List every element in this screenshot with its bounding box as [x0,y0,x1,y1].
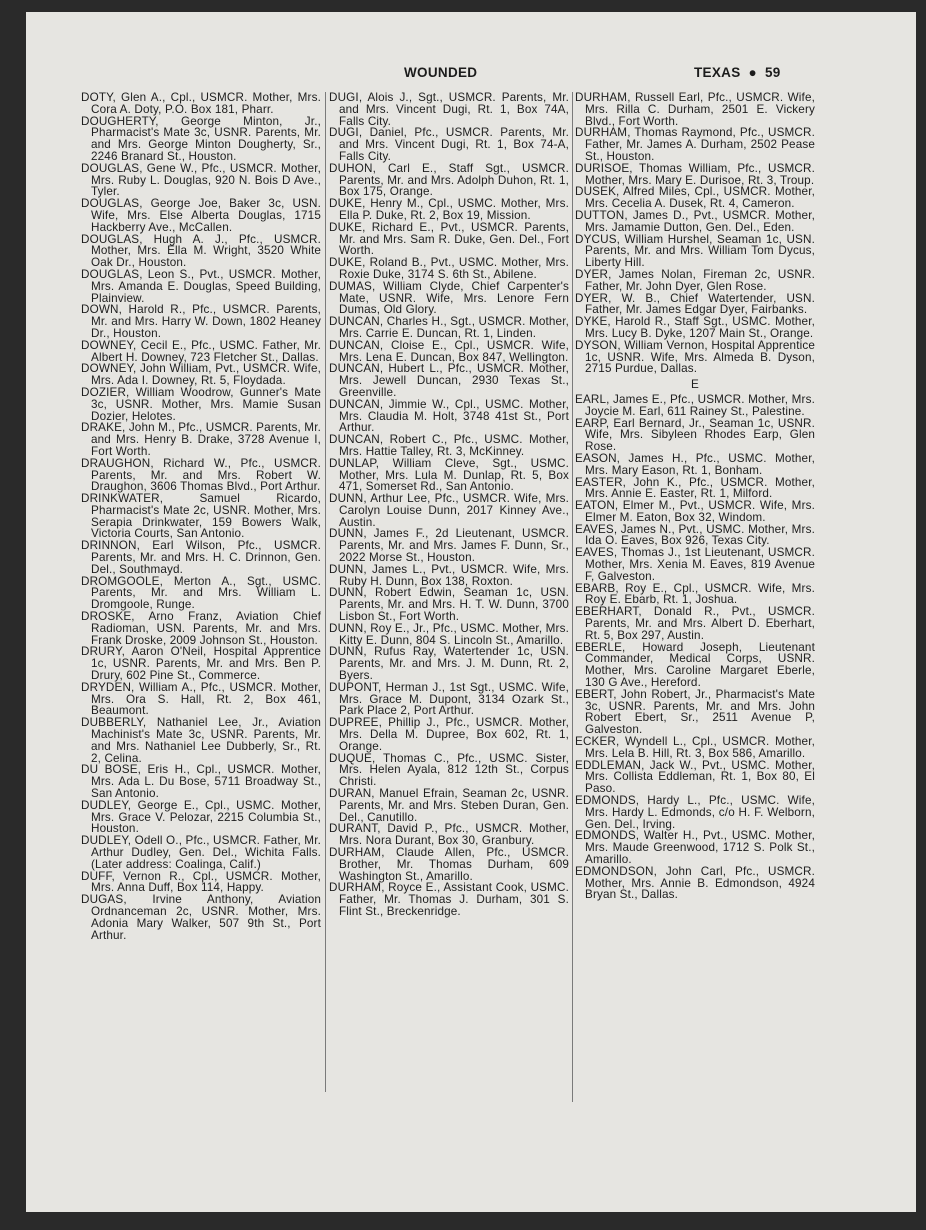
casualty-entry: EDDLEMAN, Jack W., Pvt., USMC. Mother, Mrs. Collista Eddleman, Rt. 1, Box 80, El Paso. [575,758,815,796]
casualty-entry: DYSON, William Vernon, Hospital Apprentice 1c, USNR. Wife, Mrs. Almeda B. Dyson, 2715 Purdue, Dallas. [575,338,815,376]
casualty-entry: DYER, James Nolan, Fireman 2c, USNR. Father, Mr. John Dyer, Glen Rose. [575,267,815,293]
casualty-entry: DROMGOOLE, Merton A., Sgt., USMC. Parents, Mr. and Mrs. William L. Dromgoole, Runge. [81,574,321,612]
casualty-entry: DRINNON, Earl Wilson, Pfc., USMCR. Parents, Mr. and Mrs. H. C. Drinnon, Gen. Del., Southmayd. [81,539,321,576]
casualty-entry: DROSKE, Arno Franz, Aviation Chief Radioman, USN. Parents, Mr. and Mrs. Frank Droske, 2009 Johnson St., Houston. [81,610,321,647]
casualty-entry: DUNN, Robert Edwin, Seaman 1c, USN. Parents, Mr. and Mrs. H. T. W. Dunn, 3700 Lisbon St., Fort Worth. [329,586,569,624]
casualty-entry: DUNCAN, Robert C., Pfc., USMC. Mother, Mrs. Hattie Talley, Rt. 3, McKinney. [329,433,569,458]
casualty-entry: EASTER, John K., Pfc., USMCR. Mother, Mrs. Annie E. Easter, Rt. 1, Milford. [575,475,815,501]
entries-columns [81,92,857,1152]
casualty-entry: DUNN, James F., 2d Lieutenant, USMCR. Parents, Mr. and Mrs. James F. Dunn, Sr., 2022 Morse St., Houston. [329,527,569,565]
running-head [694,65,781,80]
casualty-entry: DURHAM, Claude Allen, Pfc., USMCR. Brother, Mr. Thomas Durham, 609 Washington St., Amarillo. [329,846,569,883]
casualty-entry: DUHON, Carl E., Staff Sgt., USMCR. Parents, Mr. and Mrs. Adolph Duhon, Rt. 1, Box 175, Orange. [329,161,569,199]
casualty-entry: EDMONDSON, John Carl, Pfc., USMCR. Mother, Mrs. Annie B. Edmondson, 4924 Bryan St., Dallas. [575,864,815,902]
casualty-entry: DUMAS, William Clyde, Chief Carpenter's Mate, USNR. Wife, Mrs. Lenore Fern Dumas, Old Glory. [329,279,569,317]
casualty-entry: DUKE, Roland B., Pvt., USMC. Mother, Mrs. Roxie Duke, 3174 S. 6th St., Abilene. [329,256,569,281]
casualty-entry: EBARB, Roy E., Cpl., USMCR. Wife, Mrs. Roy E. Ebarb, Rt. 1, Joshua. [575,581,815,607]
casualty-entry: DURISOE, Thomas William, Pfc., USMCR. Mother, Mrs. Mary E. Durisoe, Rt. 3, Troup. [575,161,815,187]
casualty-entry: EAVES, James N., Pvt., USMC. Mother, Mrs. Ida O. Eaves, Box 926, Texas City. [575,522,815,548]
casualty-entry: EARP, Earl Bernard, Jr., Seaman 1c, USNR. Wife, Mrs. Sibyleen Rhodes Earp, Glen Rose. [575,416,815,454]
casualty-entry: DUGI, Daniel, Pfc., USMCR. Parents, Mr. and Mrs. Vincent Dugi, Rt. 1, Box 74-A, Falls City. [329,126,569,163]
casualty-entry: DUNCAN, Jimmie W., Cpl., USMC. Mother, Mrs. Claudia M. Holt, 3748 41st St., Port Arthur. [329,397,569,435]
column-1 [81,92,321,1152]
casualty-entry: DRAUGHON, Richard W., Pfc., USMCR. Parents, Mr. and Mrs. Robert W. Draughon, 3606 Thomas Blvd., Port Arthur. [81,456,321,494]
casualty-entry: DUQUE, Thomas C., Pfc., USMC. Sister, Mrs. Helen Ayala, 812 12th St., Corpus Christi. [329,751,569,789]
casualty-entry: DUTTON, James D., Pvt., USMCR. Mother, Mrs. Jamamie Dutton, Gen. Del., Eden. [575,208,815,234]
casualty-entry: EDMONDS, Hardy L., Pfc., USMC. Wife, Mrs. Hardy L. Edmonds, c/o H. F. Welborn, Gen. Del., Irving. [575,794,815,831]
casualty-entry: ECKER, Wyndell L., Cpl., USMCR. Mother, Mrs. Lela B. Hill, Rt. 3, Box 586, Amarillo. [575,735,815,760]
casualty-entry: DUSEK, Alfred Miles, Cpl., USMCR. Mother, Mrs. Cecelia A. Dusek, Rt. 4, Cameron. [575,185,815,211]
column-3 [575,92,815,1152]
casualty-entry: DOWNEY, Cecil E., Pfc., USMC. Father, Mr. Albert H. Downey, 723 Fletcher St., Dallas. [81,338,321,364]
casualty-entry: EBERT, John Robert, Jr., Pharmacist's Mate 3c, USNR. Parents, Mr. and Mrs. John Robert Ebert, Sr., 2511 Avenue P, Galveston. [575,687,815,737]
casualty-entry: DYKE, Harold R., Staff Sgt., USMC. Mother, Mrs. Lucy B. Dyke, 1207 Main St., Orange. [575,315,815,340]
casualty-entry: DUKE, Henry M., Cpl., USMC. Mother, Mrs. Ella P. Duke, Rt. 2, Box 19, Mission. [329,197,569,222]
casualty-entry: DUPONT, Herman J., 1st Sgt., USMC. Wife, Mrs. Grace M. Dupont, 3134 Ozark St., Park Place 2, Port Arthur. [329,680,569,718]
column-divider [325,92,326,1092]
casualty-entry: EARL, James E., Pfc., USMCR. Mother, Mrs. Joycie M. Earl, 611 Rainey St., Palestine. [575,392,815,418]
casualty-entry: DUNLAP, William Cleve, Sgt., USMC. Mother, Mrs. Lula M. Dunlap, Rt. 5, Box 471, Somerset Rd., San Antonio. [329,456,569,494]
casualty-entry: DUNN, Roy E., Jr., Pfc., USMC. Mother, Mrs. Kitty E. Dunn, 804 S. Lincoln St., Amarillo. [329,621,569,647]
casualty-entry: DOWNEY, John William, Pvt., USMCR. Wife, Mrs. Ada I. Downey, Rt. 5, Floydada. [81,362,321,388]
casualty-entry: EASON, James H., Pfc., USMC. Mother, Mrs. Mary Eason, Rt. 1, Bonham. [575,451,815,477]
casualty-entry: DUKE, Richard E., Pvt., USMCR. Parents, Mr. and Mrs. Sam R. Duke, Gen. Del., Fort Worth. [329,220,569,258]
casualty-entry: DRYDEN, William A., Pfc., USMCR. Mother, Mrs. Ora S. Hall, Rt. 2, Box 461, Beaumont. [81,680,321,718]
document-page [26,12,916,1212]
casualty-entry: DOUGLAS, Leon S., Pvt., USMCR. Mother, Mrs. Amanda E. Douglas, Speed Building, Plainview. [81,267,321,305]
casualty-entry: DURHAM, Royce E., Assistant Cook, USMC. Father, Mr. Thomas J. Durham, 301 S. Flint St., Breckenridge. [329,881,569,918]
casualty-entry: DRURY, Aaron O'Neil, Hospital Apprentice 1c, USNR. Parents, Mr. and Mrs. Ben P. Drury, 602 Pine St., Commerce. [81,645,321,683]
casualty-entry: DOUGLAS, Hugh A. J., Pfc., USMCR. Mother, Mrs. Ella M. Wright, 3520 White Oak Dr., Houston. [81,232,321,270]
casualty-entry: DUNCAN, Charles H., Sgt., USMCR. Mother, Mrs. Carrie E. Duncan, Rt. 1, Linden. [329,315,569,340]
casualty-entry: DUNCAN, Cloise E., Cpl., USMCR. Wife, Mrs. Lena E. Duncan, Box 847, Wellington. [329,338,569,364]
casualty-entry: DURHAM, Thomas Raymond, Pfc., USMCR. Father, Mr. James A. Durham, 2502 Pease St., Houston. [575,126,815,163]
page-number: 59 [764,65,781,80]
casualty-entry: DURAN, Manuel Efrain, Seaman 2c, USNR. Parents, Mr. and Mrs. Steben Duran, Gen. Del., Canutillo. [329,787,569,824]
casualty-entry: DOUGLAS, Gene W., Pfc., USMCR. Mother, Mrs. Ruby L. Douglas, 920 N. Bois D Ave., Tyler. [81,161,321,199]
casualty-entry: DUBBERLY, Nathaniel Lee, Jr., Aviation Machinist's Mate 3c, USNR. Parents, Mr. and Mrs. Nathaniel Lee Dubberly, Sr., Rt. 2, Celina. [81,716,321,765]
casualty-entry: DUNN, Arthur Lee, Pfc., USMCR. Wife, Mrs. Carolyn Louise Dunn, 2017 Kinney Ave., Austin. [329,492,569,529]
casualty-entry: EBERHART, Donald R., Pvt., USMCR. Parents, Mr. and Mrs. Albert D. Eberhart, Rt. 5, Box 297, Austin. [575,605,815,642]
casualty-entry: DU BOSE, Eris H., Cpl., USMCR. Mother, Mrs. Ada L. Du Bose, 5711 Broadway St., San Antonio. [81,763,321,801]
casualty-entry: DOUGHERTY, George Minton, Jr., Pharmacist's Mate 3c, USNR. Parents, Mr. and Mrs. George Minton Dougherty, Sr., 2246 Branard St., Houston. [81,114,321,163]
casualty-entry: DURHAM, Russell Earl, Pfc., USMCR. Wife, Mrs. Rilla C. Durham, 2501 E. Vickery Blvd., Fort Worth. [575,92,815,128]
casualty-entry: DUDLEY, Odell O., Pfc., USMCR. Father, Mr. Arthur Dudley, Gen. Del., Wichita Falls. (Later address: Coalinga, Calif.) [81,834,321,871]
casualty-entry: EATON, Elmer M., Pvt., USMCR. Wife, Mrs. Elmer M. Eaton, Box 32, Windom. [575,499,815,524]
casualty-entry: DYCUS, William Hurshel, Seaman 1c, USN. Parents, Mr. and Mrs. William Tom Dycus, Liberty Hill. [575,232,815,270]
casualty-entry: DUGI, Alois J., Sgt., USMCR. Parents, Mr. and Mrs. Vincent Dugi, Rt. 1, Box 74A, Falls City. [329,92,569,128]
casualty-entry: DRAKE, John M., Pfc., USMCR. Parents, Mr. and Mrs. Henry B. Drake, 3728 Avenue I, Fort Worth. [81,421,321,458]
casualty-entry: EBERLE, Howard Joseph, Lieutenant Commander, Medical Corps, USNR. Mother, Mrs. Caroline Margaret Eberle, 130 G Ave., Hereford. [575,640,815,690]
casualty-entry: DUNCAN, Hubert L., Pfc., USMCR. Mother, Mrs. Jewell Duncan, 2930 Texas St., Greenville. [329,362,569,399]
casualty-entry: EDMONDS, Walter H., Pvt., USMC. Mother, Mrs. Maude Greenwood, 1712 S. Polk St., Amarillo. [575,829,815,866]
page-header [26,65,916,89]
casualty-entry: DOUGLAS, George Joe, Baker 3c, USN. Wife, Mrs. Else Alberta Douglas, 1715 Hackberry Ave., McCallen. [81,197,321,234]
state-name: TEXAS [694,65,741,80]
casualty-entry: EAVES, Thomas J., 1st Lieutenant, USMCR. Mother, Mrs. Xenia M. Eaves, 819 Avenue F, Galveston. [575,546,815,583]
casualty-entry: DOWN, Harold R., Pfc., USMCR. Parents, Mr. and Mrs. Harry W. Down, 1802 Heaney Dr., Houston. [81,303,321,340]
casualty-entry: DRINKWATER, Samuel Ricardo, Pharmacist's Mate 2c, USNR. Mother, Mrs. Serapia Drinkwater, 159 Bowers Walk, Victoria Courts, San Antonio. [81,492,321,541]
column-divider [572,92,573,1102]
casualty-entry: DUGAS, Irvine Anthony, Aviation Ordnanceman 2c, USNR. Mother, Mrs. Adonia Mary Walker, 507 9th St., Port Arthur. [81,893,321,942]
column-2 [329,92,569,1152]
casualty-entry: DOTY, Glen A., Cpl., USMCR. Mother, Mrs. Cora A. Doty, P.O. Box 181, Pharr. [81,92,321,116]
casualty-entry: DUNN, James L., Pvt., USMCR. Wife, Mrs. Ruby H. Dunn, Box 138, Roxton. [329,562,569,588]
casualty-entry: DUFF, Vernon R., Cpl., USMCR. Mother, Mrs. Anna Duff, Box 114, Happy. [81,869,321,895]
casualty-entry: DUPREE, Phillip J., Pfc., USMCR. Mother, Mrs. Della M. Dupree, Box 602, Rt. 1, Orange. [329,716,569,753]
bullet-separator: ● [748,65,757,80]
section-title: WOUNDED [404,65,478,80]
casualty-entry: DUDLEY, George E., Cpl., USMC. Mother, Mrs. Grace V. Pelozar, 2215 Columbia St., Houston. [81,798,321,836]
casualty-entry: DYER, W. B., Chief Watertender, USN. Father, Mr. James Edgar Dyer, Fairbanks. [575,291,815,317]
casualty-entry: DOZIER, William Woodrow, Gunner's Mate 3c, USNR. Mother, Mrs. Mamie Susan Dozier, Helotes. [81,385,321,423]
casualty-entry: DUNN, Rufus Ray, Watertender 1c, USN. Parents, Mr. and Mrs. J. M. Dunn, Rt. 2, Byers. [329,645,569,683]
casualty-entry: DURANT, David P., Pfc., USMCR. Mother, Mrs. Nora Durant, Box 30, Granbury. [329,822,569,848]
section-letter: E [691,378,699,392]
